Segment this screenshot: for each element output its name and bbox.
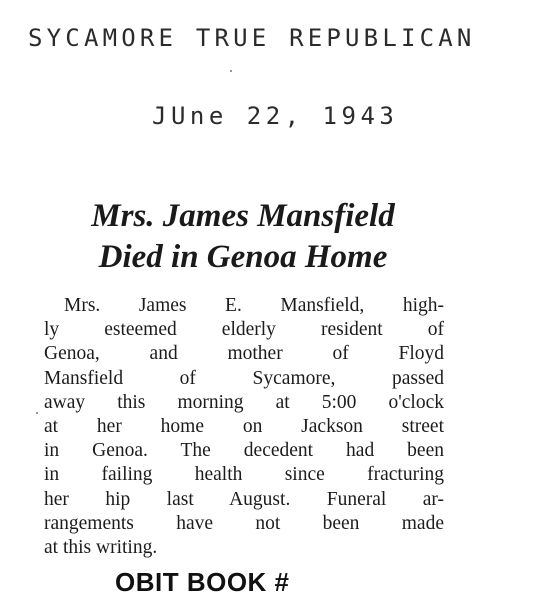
- headline-line-1: Mrs. James Mansfield: [91, 198, 395, 234]
- article-line: rangements have not been made: [44, 512, 444, 534]
- article-line: her hip last August. Funeral ar-: [44, 488, 444, 510]
- publication-date: JUne 22, 1943: [152, 102, 399, 130]
- article-line: Mrs. James E. Mansfield, high-: [64, 295, 444, 316]
- headline: [38, 196, 448, 278]
- article-body: [44, 294, 444, 560]
- article-line: at this writing.: [44, 536, 158, 558]
- article-line: Genoa, and mother of Floyd: [44, 343, 444, 365]
- paper-speck: [36, 412, 38, 414]
- article-line: ly esteemed elderly resident of: [44, 319, 444, 341]
- article-line: Mansfield of Sycamore, passed: [44, 367, 444, 389]
- headline-line-2: Died in Genoa Home: [98, 239, 388, 275]
- article-line: away this morning at 5:00 o'clock: [44, 391, 444, 413]
- article-line: in Genoa. The decedent had been: [44, 440, 444, 462]
- paper-speck: [230, 70, 232, 72]
- newspaper-name: SYCAMORE TRUE REPUBLICAN: [28, 24, 476, 52]
- headline-block: [38, 196, 448, 278]
- article-line: in failing health since fracturing: [44, 464, 444, 486]
- article-line: at her home on Jackson street: [44, 415, 444, 437]
- obit-book-stamp: OBIT BOOK #: [115, 567, 290, 597]
